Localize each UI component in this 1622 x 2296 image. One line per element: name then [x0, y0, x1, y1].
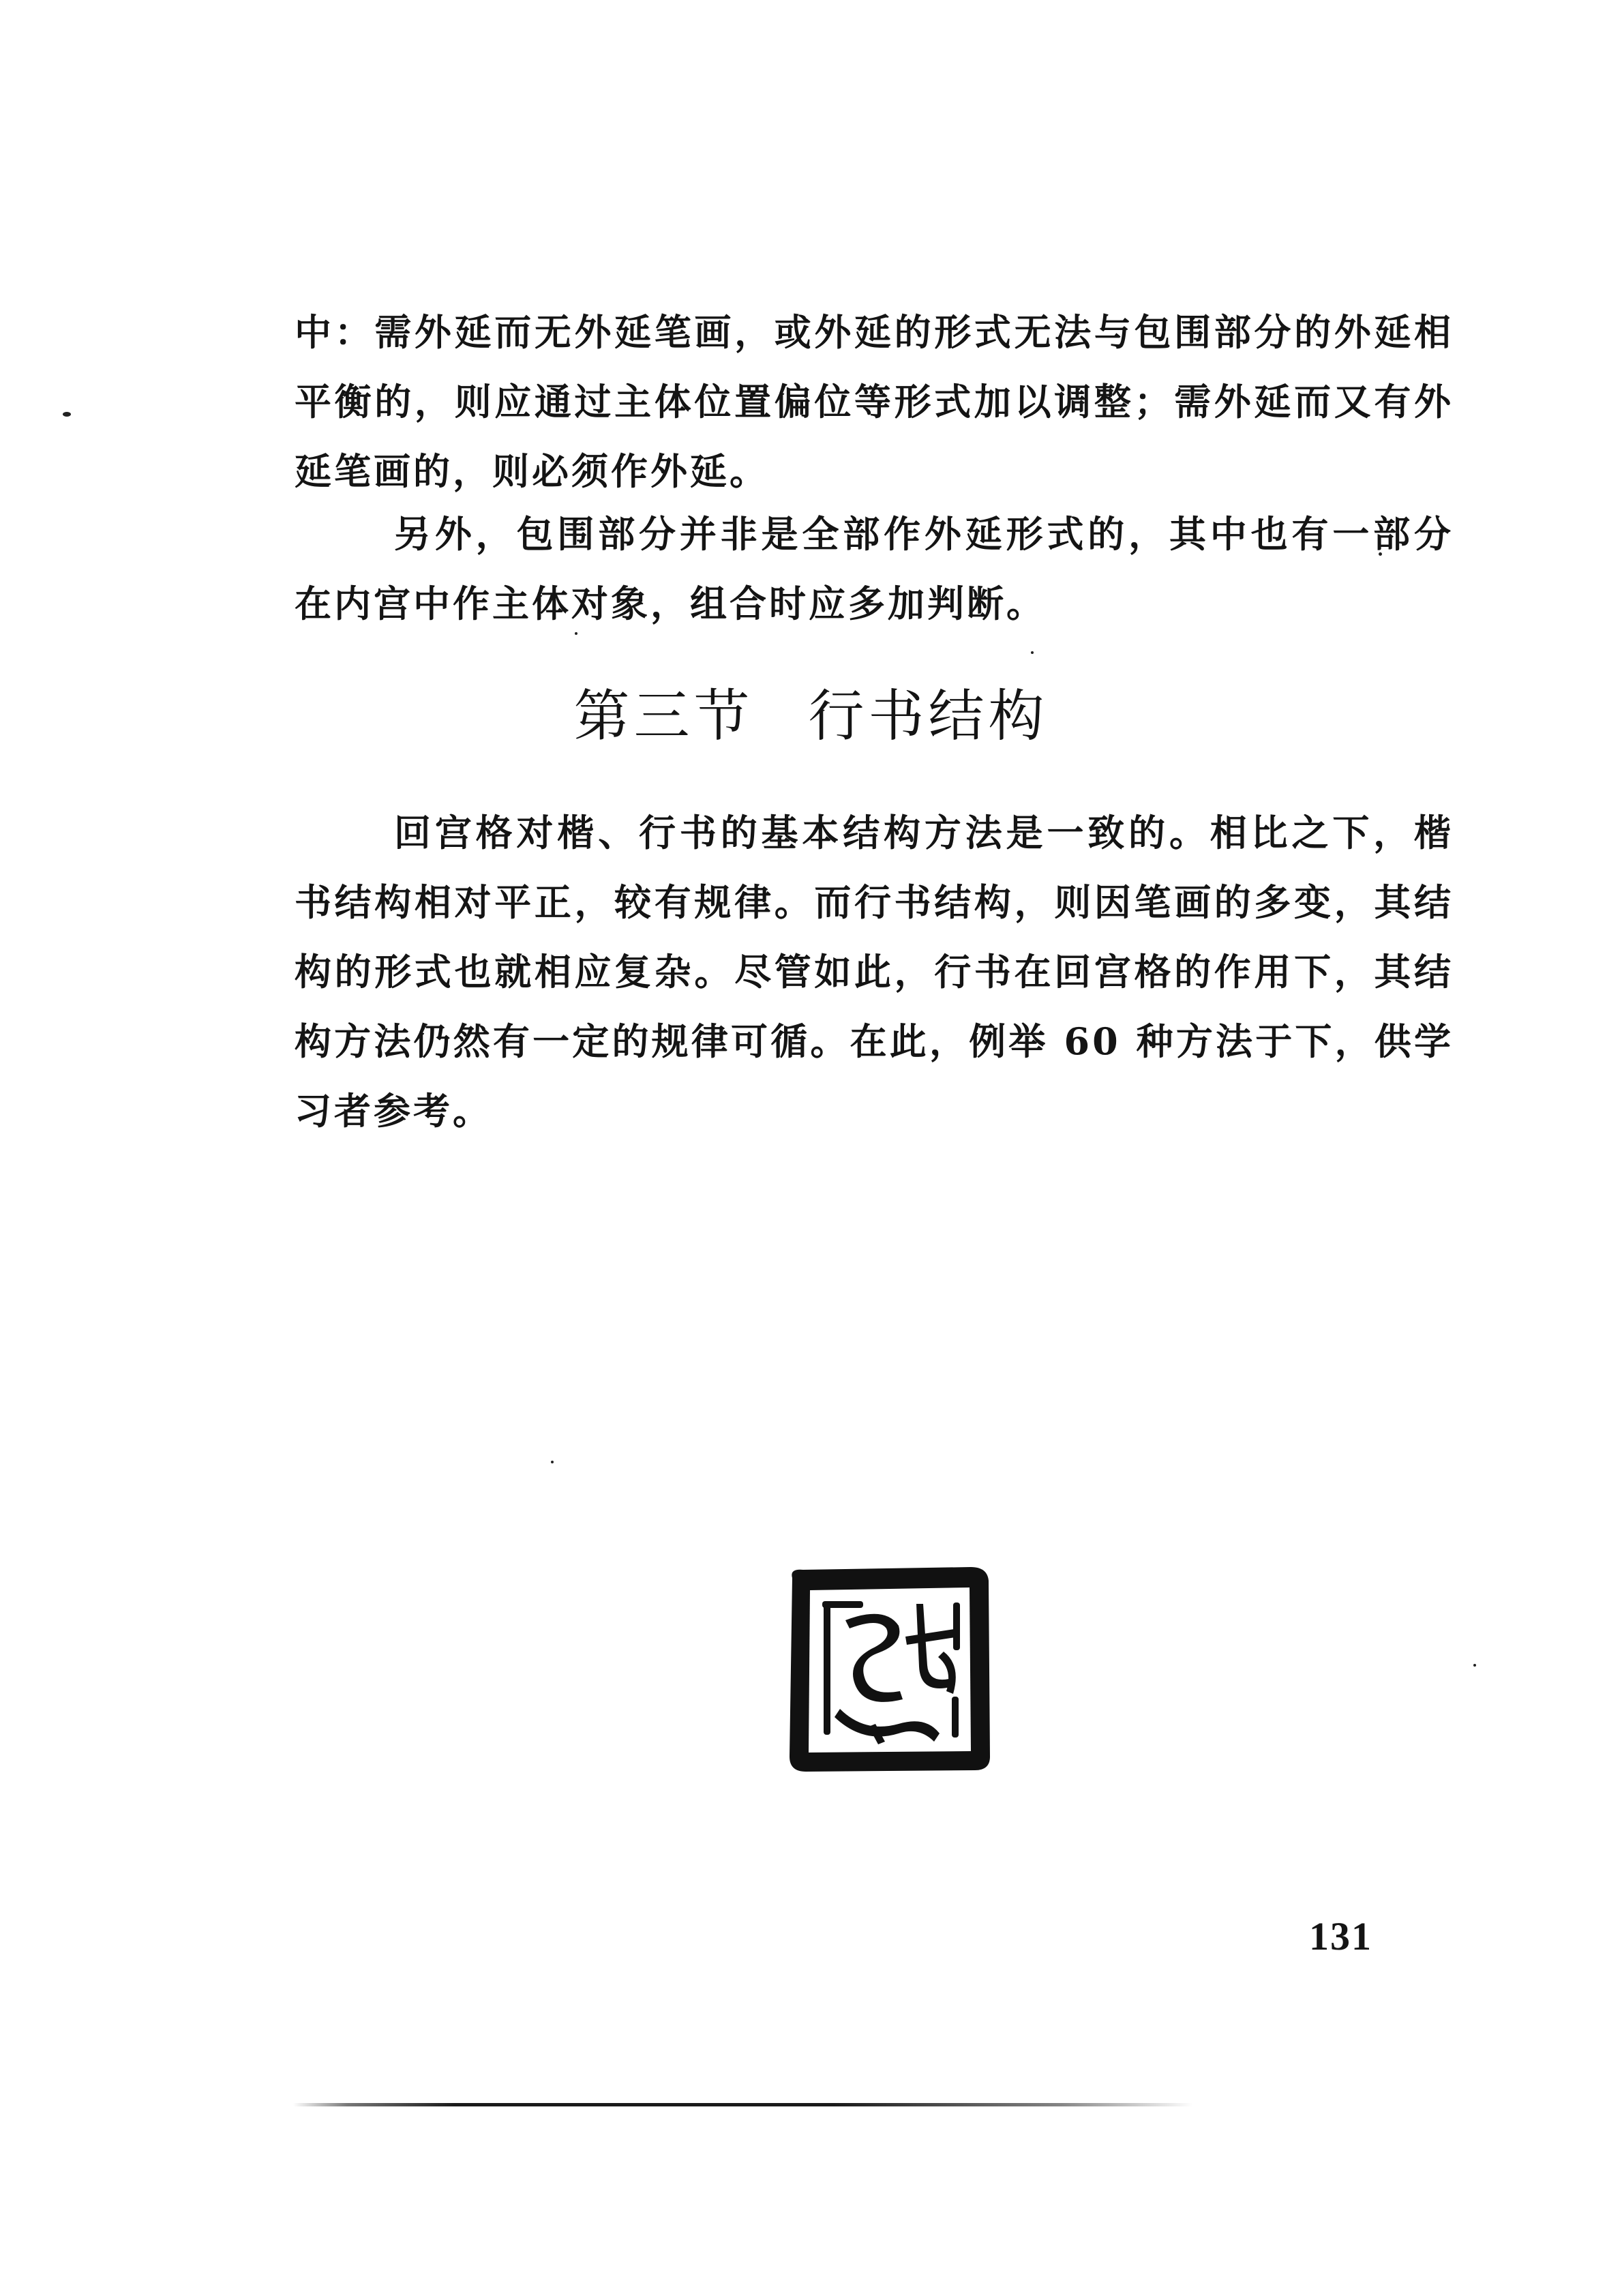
paragraph-section-intro: 回宫格对楷、行书的基本结构方法是一致的。相比之下，楷书结构相对平正，较有规律。而行书结构，则因笔画的多变，其结构的形式也就相应复杂。尽管如此，行书在回宫格的作用下，其结构方法仍然有一定的规律可循。在此，例举 60 种方法于下，供学习者参考。: [295, 811, 1454, 1133]
scan-speck: [551, 1461, 554, 1463]
section-number: 第三节: [573, 684, 754, 749]
bottom-rule: [293, 2103, 1193, 2106]
seal-stamp-icon: [783, 1563, 995, 1776]
scan-speck: [63, 412, 71, 417]
section-heading: [0, 672, 1622, 751]
paragraph-other-note: 另外，包围部分并非是全部作外延形式的，其中也有一部分在内宫中作主体对象，组合时应多加判断。: [295, 512, 1454, 625]
paragraph-continuation: 中：需外延而无外延笔画，或外延的形式无法与包围部分的外延相平衡的，则应通过主体位置偏位等形式加以调整；需外延而又有外延笔画的，则必须作外延。: [295, 310, 1454, 493]
scan-speck: [1031, 651, 1034, 654]
section-title: 行书结构: [808, 684, 1049, 749]
scan-speck: [1473, 1664, 1476, 1667]
page-number: 131: [1309, 1914, 1372, 1958]
